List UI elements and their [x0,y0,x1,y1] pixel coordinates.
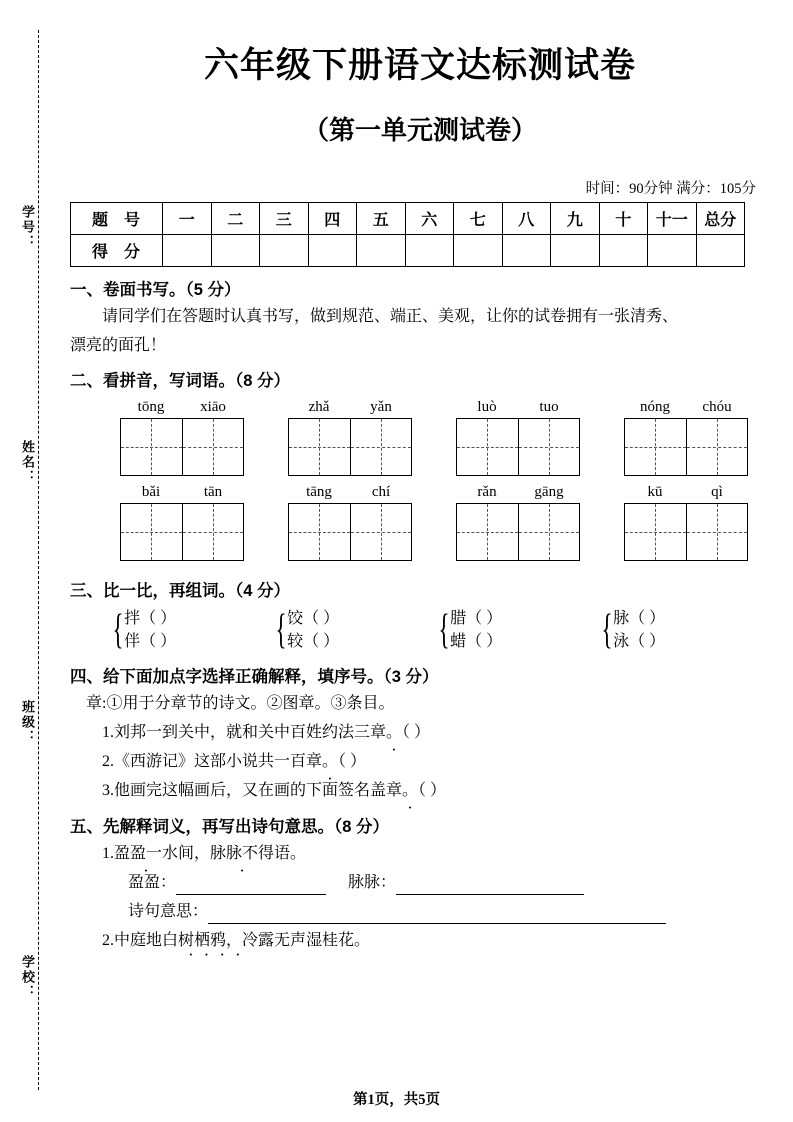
score-cell-11[interactable] [648,235,697,267]
writing-grid[interactable] [624,503,748,561]
pinyin-labels [624,484,748,501]
score-col-10: 十 [599,203,648,235]
compare-word-top[interactable]: 拌（ ） [124,610,177,627]
writing-grid[interactable] [456,418,580,476]
blank-label-momo: 脉脉： [348,874,397,891]
score-cell-8[interactable] [502,235,551,267]
item-text-post[interactable]: 。（ ） [402,782,447,799]
table-row-question-numbers [71,203,745,235]
pinyin-labels [624,399,748,416]
pinyin-word-group-6 [288,484,412,561]
score-cell-4[interactable] [308,235,357,267]
writing-cell[interactable] [686,504,747,560]
score-cell-7[interactable] [454,235,503,267]
pinyin-word-group-4 [624,399,748,476]
pinyin-syllable-1: zhǎ [308,399,330,415]
score-col-4: 四 [308,203,357,235]
writing-grid[interactable] [456,503,580,561]
answer-blank-momo[interactable] [396,894,584,895]
pinyin-labels [288,484,412,501]
writing-cell[interactable] [121,419,182,475]
writing-grid[interactable] [120,503,244,561]
compare-words-block [70,607,770,653]
section-4-heading: 四、给下面加点字选择正确解释，填序号。（3 分） [70,668,439,686]
compare-word-top[interactable]: 饺（ ） [287,610,340,627]
item-text-pre: 刘邦一到关中，就和关中百姓约法三 [114,724,371,741]
writing-cell[interactable] [457,504,518,560]
item-text-post[interactable]: 。（ ） [322,753,367,770]
writing-cell[interactable] [182,504,243,560]
writing-cell[interactable] [457,419,518,475]
brace-icon: { [112,607,124,653]
score-col-total: 总分 [696,203,745,235]
q2-dot-marks [70,945,770,964]
item-number: 2. [102,753,114,770]
score-cell-total[interactable] [696,235,745,267]
writing-cell[interactable] [518,419,579,475]
score-cell-6[interactable] [405,235,454,267]
compare-word-bottom[interactable]: 蜡（ ） [450,633,503,650]
brace-icon: { [601,607,613,653]
pinyin-word-group-1 [120,399,244,476]
score-table [70,202,745,267]
item-text-pre: 他画完这幅画后，又在画的下面签名盖 [114,782,387,799]
q1-text-d: 不得语。 [242,845,307,862]
score-table-header-question: 题 号 [71,203,163,235]
score-table-header-score: 得 分 [71,235,163,267]
writing-cell[interactable] [625,504,686,560]
table-row-scores [71,235,745,267]
pinyin-word-group-3 [456,399,580,476]
page-footer: 第1页，共5页 [353,1092,440,1108]
answer-blank-meaning[interactable] [208,923,666,924]
writing-cell[interactable] [289,504,350,560]
compare-pair [287,607,339,653]
pinyin-word-group-8 [624,484,748,561]
section-5-blanks-row [70,870,770,895]
score-cell-10[interactable] [599,235,648,267]
section-5-heading: 五、先解释词义，再写出诗句意思。（8 分） [70,818,390,836]
pinyin-labels [120,399,244,416]
section-5-question-1 [70,841,770,866]
compare-group-1 [108,607,271,653]
item-number: 1. [102,845,114,862]
item-dotted-char: 章 [306,753,323,770]
writing-grid[interactable] [288,418,412,476]
pinyin-syllable-1: nóng [640,399,670,415]
score-cell-2[interactable] [211,235,260,267]
pinyin-syllable-2: chí [371,484,391,500]
pinyin-syllable-1: kū [647,484,663,500]
side-label-name: 姓名： [20,440,35,485]
pinyin-syllable-1: tōng [137,399,165,415]
section-3-heading: 三、比一比，再组词。（4 分） [70,582,291,600]
pinyin-labels [288,399,412,416]
pinyin-word-group-2 [288,399,412,476]
compare-word-bottom[interactable]: 泳（ ） [613,633,666,650]
score-col-6: 六 [405,203,454,235]
compare-group-2 [271,607,434,653]
q2-text: 中庭地白树栖鸦，冷露无声湿桂花。 [114,932,371,949]
pinyin-labels [120,484,244,501]
compare-word-top[interactable]: 脉（ ） [613,610,666,627]
blank-label-meaning: 诗句意思： [128,903,209,920]
side-label-student-id: 学号： [20,205,35,250]
side-label-column [12,0,40,1122]
compare-pair [124,607,176,653]
section-1-body-line2: 漂亮的面孔！ [70,337,167,354]
section-4-explanation: 章:①用于分章节的诗文。②图章。③条目。 [86,695,395,712]
writing-cell[interactable] [350,504,411,560]
section-4-item-2 [70,749,770,774]
item-text-post[interactable]: 。（ ） [386,724,431,741]
pinyin-syllable-1: tāng [306,484,332,500]
item-number: 3. [102,782,114,799]
side-label-school: 学校： [20,955,35,1000]
pinyin-word-group-5 [120,484,244,561]
pinyin-syllable-2: tuo [539,399,559,415]
item-number: 1. [102,724,114,741]
page-title: 六年级下册语文达标测试卷 [203,46,636,85]
item-dotted-char: 章 [370,724,387,741]
pinyin-syllable-2: chóu [702,399,732,415]
pinyin-syllable-2: yǎn [370,399,392,415]
pinyin-labels [456,484,580,501]
writing-grid[interactable] [120,418,244,476]
section-2-heading: 二、看拼音，写词语。（8 分） [70,372,291,390]
side-label-class: 班级： [20,700,35,745]
score-cell-3[interactable] [260,235,309,267]
answer-blank-yingying[interactable] [176,894,326,895]
writing-cell[interactable] [350,419,411,475]
score-cell-9[interactable] [551,235,600,267]
score-col-1: 一 [163,203,212,235]
pinyin-word-group-7 [456,484,580,561]
q1-text-b: 一水间， [146,845,211,862]
pinyin-syllable-2: xiāo [200,399,226,415]
writing-cell[interactable] [182,419,243,475]
paper-content [70,0,770,963]
writing-grid[interactable] [288,503,412,561]
writing-cell[interactable] [518,504,579,560]
section-1-body-line1: 请同学们在答题时认真书写，做到规范、端正、美观，让你的试卷拥有一张清秀、 [102,308,679,325]
score-col-3: 三 [260,203,309,235]
pinyin-syllable-1: luò [477,399,497,415]
writing-cell[interactable] [121,504,182,560]
pinyin-syllable-2: tān [203,484,223,500]
pinyin-row-2 [70,484,770,561]
brace-icon: { [275,607,287,653]
score-col-7: 七 [454,203,503,235]
score-col-8: 八 [502,203,551,235]
dot-row: ···· [188,945,251,964]
q1-dotted-word-a: 盈盈 [114,845,147,862]
section-5-meaning-row [70,899,770,924]
brace-icon: { [438,607,450,653]
writing-grid[interactable] [624,418,748,476]
compare-group-3 [434,607,597,653]
score-col-9: 九 [551,203,600,235]
section-4-item-3 [70,778,770,803]
score-col-2: 二 [211,203,260,235]
item-text-pre: 《西游记》这部小说共一百 [114,753,307,770]
section-1-heading: 一、卷面书写。（5 分） [70,281,241,299]
pinyin-syllable-1: rǎn [477,484,497,500]
exam-meta-info: 时间：90分钟 满分：105分 [585,181,756,197]
writing-cell[interactable] [686,419,747,475]
compare-pair [450,607,502,653]
compare-group-4 [597,607,760,653]
blank-label-yingying: 盈盈： [128,874,177,891]
writing-cell[interactable] [289,419,350,475]
score-col-5: 五 [357,203,406,235]
section-5-question-2 [70,928,770,953]
pinyin-labels [456,399,580,416]
writing-cell[interactable] [625,419,686,475]
pinyin-syllable-2: gāng [534,484,564,500]
score-cell-5[interactable] [357,235,406,267]
score-cell-1[interactable] [163,235,212,267]
compare-word-top[interactable]: 腊（ ） [450,610,503,627]
q1-dotted-word-b: 脉脉 [210,845,243,862]
compare-pair [613,607,665,653]
item-number: 2. [102,932,114,949]
page-subtitle: （第一单元测试卷） [302,116,537,145]
compare-word-bottom[interactable]: 较（ ） [287,633,340,650]
compare-word-bottom[interactable]: 伴（ ） [124,633,177,650]
pinyin-syllable-1: bǎi [141,484,161,500]
pinyin-row-1 [70,399,770,476]
section-4-item-1 [70,720,770,745]
score-col-11: 十一 [648,203,697,235]
pinyin-syllable-2: qì [711,484,723,500]
item-dotted-char: 章 [386,782,403,799]
